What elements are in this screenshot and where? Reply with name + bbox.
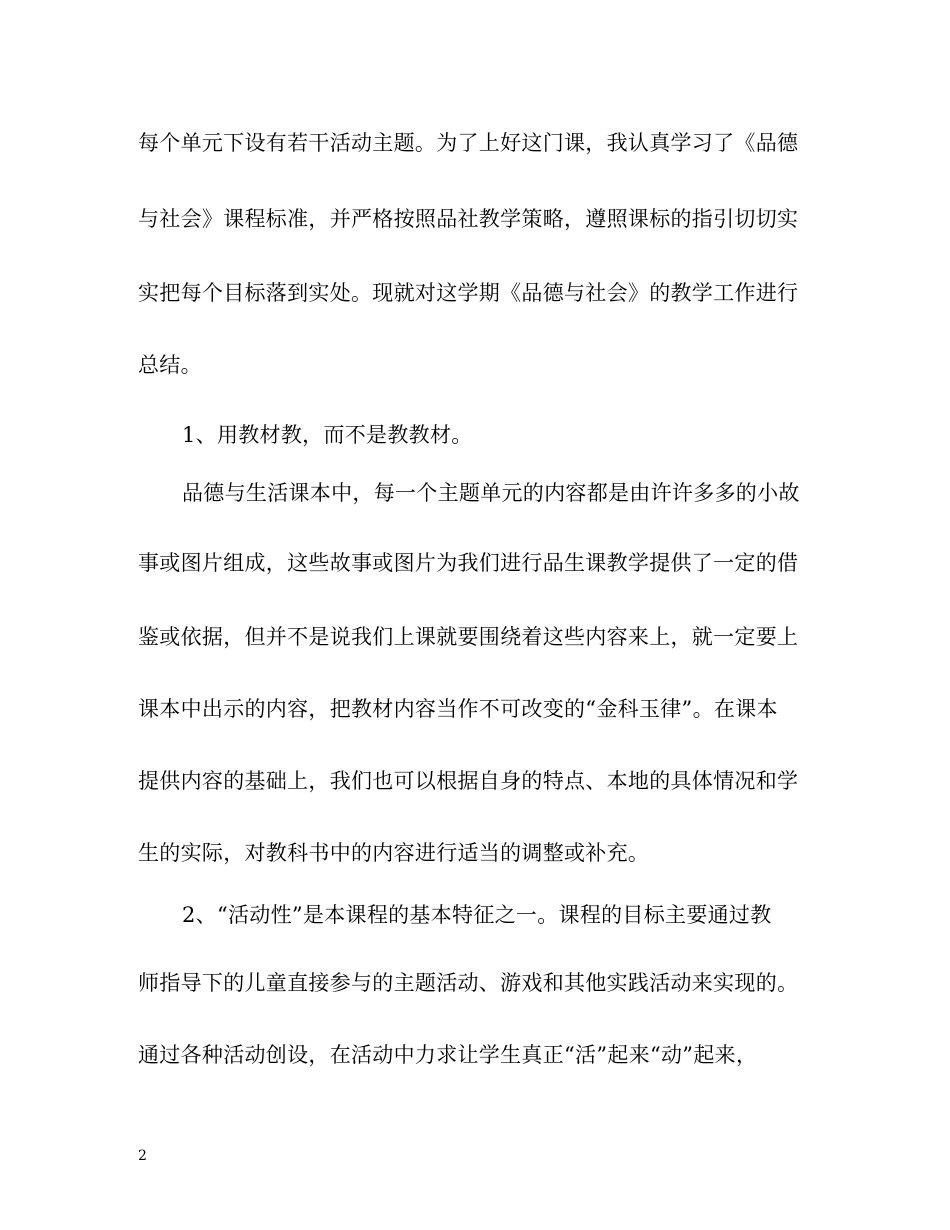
text-line: 品德与生活课本中，每一个主题单元的内容都是由许许多多的小故	[182, 481, 800, 505]
text-line: 每个单元下设有若干活动主题。为了上好这门课，我认真学习了《品德	[138, 131, 799, 155]
text-line: 事或图片组成，这些故事或图片为我们进行品生课教学提供了一定的借	[138, 551, 799, 575]
text-line: 生的实际，对教科书中的内容进行适当的调整或补充。	[138, 841, 650, 865]
text-line: 提供内容的基础上，我们也可以根据自身的特点、本地的具体情况和学	[138, 769, 799, 793]
text-line: 实把每个目标落到实处。现就对这学期《品德与社会》的教学工作进行	[138, 281, 799, 305]
page-number: 2	[138, 1148, 147, 1164]
text-line: 通过各种活动创设，在活动中力求让学生真正“活”起来“动”起来，	[138, 1043, 758, 1067]
text-line: 鉴或依据，但并不是说我们上课就要围绕着这些内容来上，就一定要上	[138, 625, 799, 649]
text-line: 2、“活动性”是本课程的基本特征之一。课程的目标主要通过教	[182, 903, 772, 927]
text-line: 总结。	[138, 353, 202, 377]
text-line: 与社会》课程标准，并严格按照品社教学策略，遵照课标的指引切切实	[138, 207, 799, 231]
text-line: 师指导下的儿童直接参与的主题活动、游戏和其他实践活动来实现的。	[138, 971, 799, 995]
text-line: 课本中出示的内容，把教材内容当作不可改变的“金科玉律”。在课本	[138, 697, 778, 721]
text-line: 1、用教材教，而不是教教材。	[182, 423, 473, 447]
